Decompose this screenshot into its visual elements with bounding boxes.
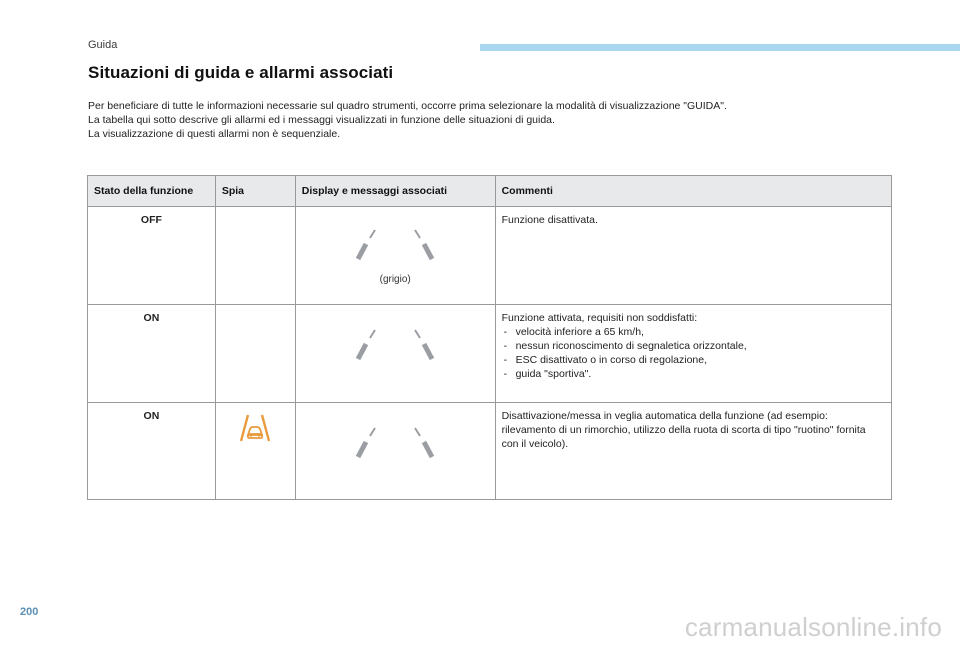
column-header-display: Display e messaggi associati [295, 176, 495, 207]
intro-line: La visualizzazione di questi allarmi non è sequenziale. [88, 128, 341, 140]
display-cell [295, 403, 495, 500]
indicator-cell [215, 305, 295, 403]
watermark: carmanualsonline.info [684, 612, 942, 642]
table-row [88, 305, 892, 403]
intro-line: La tabella qui sotto descrive gli allarmi ed i messaggi visualizzati in funzione delle situazioni di guida. [88, 114, 555, 126]
state-cell: OFF [88, 207, 216, 305]
comment-cell [495, 305, 891, 403]
display-cell [295, 305, 495, 403]
comment-cell: Funzione disattivata. [495, 207, 891, 305]
section-label: Guida [88, 39, 118, 51]
column-header-state: Stato della funzione [88, 176, 216, 207]
column-header-indicator: Spia [215, 176, 295, 207]
display-note: (grigio) [379, 274, 411, 285]
page-number: 200 [20, 606, 39, 618]
list-item: - ESC disattivato o in corso di regolazione, [502, 353, 885, 367]
intro-text [88, 99, 888, 141]
column-header-comments: Commenti [495, 176, 891, 207]
table-row [88, 403, 892, 500]
state-cell: ON [88, 403, 216, 500]
comment-cell: Disattivazione/messa in veglia automatica della funzione (ad esempio: rilevamento di un rimorchio, utilizzo della ruota di scorta di tipo "ruotino" fornita con il veicolo). [495, 403, 891, 500]
lane-markings-icon [345, 425, 445, 461]
lane-markings-icon [345, 327, 445, 363]
comment-text: Funzione attivata, requisiti non soddisfatti: [501, 312, 698, 324]
display-cell [295, 207, 495, 305]
table-row [88, 207, 892, 305]
alerts-table [87, 175, 892, 500]
table-header-row [88, 176, 892, 207]
indicator-cell [215, 403, 295, 500]
header-accent-bar [480, 44, 960, 51]
indicator-cell [215, 207, 295, 305]
intro-line: Per beneficiare di tutte le informazioni necessarie sul quadro strumenti, occorre prima selezionare la modalità di visualizzazione "GUIDA". [88, 100, 727, 112]
conditions-list [502, 325, 885, 381]
state-cell: ON [88, 305, 216, 403]
lane-keeping-warning-icon [238, 413, 272, 443]
list-item: - nessun riconoscimento di segnaletica orizzontale, [502, 339, 885, 353]
lane-markings-icon [345, 227, 445, 263]
list-item: - guida "sportiva". [502, 367, 885, 381]
list-item: - velocità inferiore a 65 km/h, [502, 325, 885, 339]
page-title: Situazioni di guida e allarmi associati [88, 63, 394, 82]
